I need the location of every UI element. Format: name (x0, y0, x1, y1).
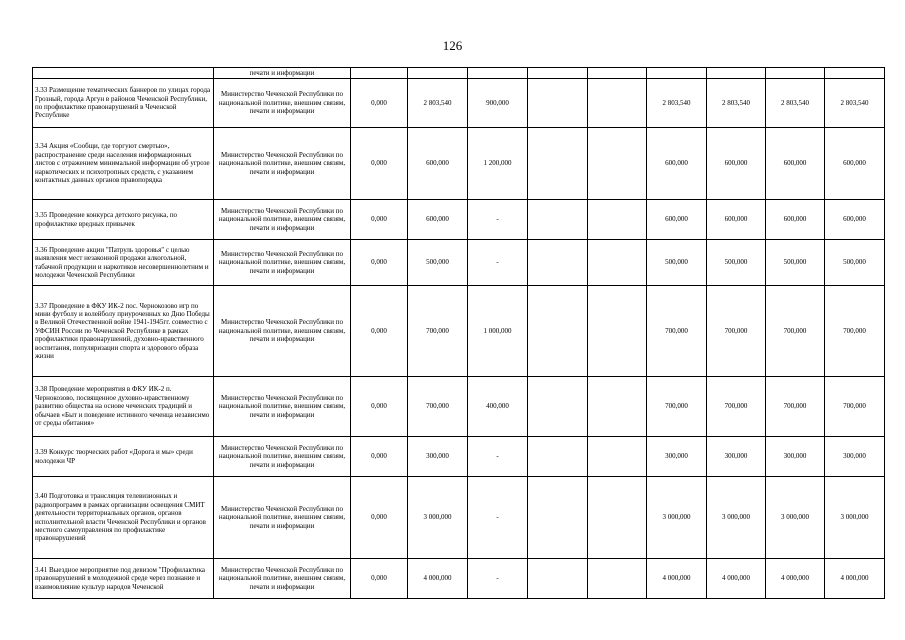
cell-value: 3 000,000 (408, 477, 468, 559)
cell-value: 4 000,000 (408, 559, 468, 599)
cell-value: 2 803,540 (707, 79, 766, 128)
cell-executor: Министерство Чеченской Республики по национальной политике, внешним связям, печати и информации (214, 437, 351, 477)
cell-value: - (468, 477, 528, 559)
cell-value (588, 477, 647, 559)
cell-value: 600,000 (408, 128, 468, 200)
cell-value: 600,000 (825, 128, 885, 200)
cell-value: 4 000,000 (707, 559, 766, 599)
cell-name: 3.38 Проведение мероприятия в ФКУ ИК-2 п. Чернокозово, посвященное духовно-нравственному развитию общества на основе чеченских традиций и обычаев «Быт и поведение истинного чеченца независимо от среды обитания» (33, 377, 214, 437)
cell-value: 4 000,000 (766, 559, 825, 599)
cell-executor: Министерство Чеченской Республики по национальной политике, внешним связям, печати и информации (214, 79, 351, 128)
cell-value: 700,000 (766, 377, 825, 437)
cell-value: 2 803,540 (825, 79, 885, 128)
cell-value: 600,000 (766, 128, 825, 200)
cell-value (528, 477, 588, 559)
cell-value (588, 68, 647, 79)
cell-executor: Министерство Чеченской Республики по национальной политике, внешним связям, печати и информации (214, 477, 351, 559)
cell-value: 700,000 (408, 286, 468, 377)
table-row (33, 559, 885, 599)
cell-value: 0,000 (351, 286, 408, 377)
cell-value: 0,000 (351, 559, 408, 599)
table-row (33, 286, 885, 377)
cell-value: 500,000 (707, 240, 766, 286)
cell-value (528, 377, 588, 437)
cell-value: 500,000 (766, 240, 825, 286)
cell-executor: Министерство Чеченской Республики по национальной политике, внешним связям, печати и информации (214, 286, 351, 377)
cell-value: 1 200,000 (468, 128, 528, 200)
cell-value: 0,000 (351, 437, 408, 477)
cell-value: 0,000 (351, 377, 408, 437)
table-row (33, 240, 885, 286)
cell-value: - (468, 559, 528, 599)
cell-value: 4 000,000 (647, 559, 707, 599)
cell-name: 3.35 Проведение конкурса детского рисунка, по профилактике вредных привычек (33, 200, 214, 240)
cell-value (528, 286, 588, 377)
cell-executor: Министерство Чеченской Республики по национальной политике, внешним связям, печати и информации (214, 128, 351, 200)
cell-value (588, 437, 647, 477)
table-row (33, 437, 885, 477)
cell-value (528, 128, 588, 200)
cell-value: 300,000 (707, 437, 766, 477)
cell-value (528, 200, 588, 240)
cell-name: 3.37 Проведение в ФКУ ИК-2 пос. Чернокозово игр по мини футболу и волейболу приуроченных ко Дню Победы в Великой Отечественной войне 1941-1945гг. совместно с УФСИН России по Чеченской Республике в рамках профилактики правонарушений, духовно-нравственного воспитания, популяризации спорта и здорового образа жизни (33, 286, 214, 377)
cell-value (528, 240, 588, 286)
cell-value: 0,000 (351, 477, 408, 559)
cell-value: 4 000,000 (825, 559, 885, 599)
cell-value: 2 803,540 (647, 79, 707, 128)
cell-value: 3 000,000 (766, 477, 825, 559)
page-number: 126 (442, 38, 463, 53)
cell-executor: печати и информации (214, 68, 351, 79)
cell-value: 700,000 (647, 377, 707, 437)
cell-value: 500,000 (647, 240, 707, 286)
cell-value: 700,000 (707, 286, 766, 377)
table-row (33, 377, 885, 437)
cell-name: 3.36 Проведение акции "Патруль здоровья" с целью выявления мест незаконной продажи алкогольной, табачной продукции и наркотиков несовершеннолетним и молодежи Чеченской Республики (33, 240, 214, 286)
cell-value: 1 000,000 (468, 286, 528, 377)
cell-value: 600,000 (647, 200, 707, 240)
table-body (33, 68, 885, 599)
cell-value: - (468, 437, 528, 477)
cell-executor: Министерство Чеченской Республики по национальной политике, внешним связям, печати и информации (214, 559, 351, 599)
cell-value: 3 000,000 (825, 477, 885, 559)
cell-value (351, 68, 408, 79)
cell-value: 2 803,540 (766, 79, 825, 128)
cell-value (528, 79, 588, 128)
cell-value: 3 000,000 (707, 477, 766, 559)
cell-value: 0,000 (351, 79, 408, 128)
cell-name: 3.34 Акция «Сообщи, где торгуют смертью», распространение среди населения информационных листов с отражением минимальной информации об угрозе наркотических и психотропных средств, с указанием контактных данных органов правопорядка (33, 128, 214, 200)
cell-name: 3.33 Размещение тематических баннеров по улицах города Грозный, города Аргун в районов Чеченской Республики, по профилактике правонарушений в Чеченской Республике (33, 79, 214, 128)
cell-executor: Министерство Чеченской Республики по национальной политике, внешним связям, печати и информации (214, 200, 351, 240)
cell-value (528, 68, 588, 79)
cell-value (647, 68, 707, 79)
cell-value (408, 68, 468, 79)
cell-value: 500,000 (825, 240, 885, 286)
table-row (33, 477, 885, 559)
cell-value: 700,000 (647, 286, 707, 377)
cell-value: 600,000 (707, 128, 766, 200)
cell-value: 600,000 (766, 200, 825, 240)
cell-value (766, 68, 825, 79)
cell-value: 2 803,540 (408, 79, 468, 128)
cell-name: 3.40 Подготовка и трансляция телевизионных и радиопрограмм в рамках организации освещения СМИТ деятельности территориальных органов, органов исполнительной власти Чеченской Республики и органов местного самоуправления по профилактике правонарушений (33, 477, 214, 559)
cell-value: 300,000 (766, 437, 825, 477)
cell-value: 600,000 (408, 200, 468, 240)
cell-value: 300,000 (647, 437, 707, 477)
program-table (32, 67, 885, 599)
cell-value (468, 68, 528, 79)
cell-value: 600,000 (647, 128, 707, 200)
table-row (33, 79, 885, 128)
cell-value: 0,000 (351, 200, 408, 240)
cell-value (528, 559, 588, 599)
table-row (33, 128, 885, 200)
cell-value (528, 437, 588, 477)
cell-value: 0,000 (351, 240, 408, 286)
cell-value: 300,000 (408, 437, 468, 477)
cell-value (588, 200, 647, 240)
cell-value: 600,000 (707, 200, 766, 240)
cell-name: 3.41 Выездное мероприятие под девизом "Профилактика правонарушений в молодежной среде через познание и взаимовлияние культур народов Чеченской (33, 559, 214, 599)
cell-value (588, 286, 647, 377)
cell-name (33, 68, 214, 79)
cell-value: 0,000 (351, 128, 408, 200)
cell-value (707, 68, 766, 79)
cell-value: 700,000 (825, 286, 885, 377)
cell-value (588, 79, 647, 128)
cell-value: 700,000 (707, 377, 766, 437)
cell-value: - (468, 200, 528, 240)
cell-value (825, 68, 885, 79)
cell-value: 600,000 (825, 200, 885, 240)
cell-value: 300,000 (825, 437, 885, 477)
table-row-continuation (33, 68, 885, 79)
cell-value (588, 377, 647, 437)
cell-executor: Министерство Чеченской Республики по национальной политике, внешним связям, печати и информации (214, 377, 351, 437)
cell-value: 400,000 (468, 377, 528, 437)
table-row (33, 200, 885, 240)
cell-value: 700,000 (825, 377, 885, 437)
cell-value (588, 559, 647, 599)
cell-value (588, 128, 647, 200)
cell-value: 900,000 (468, 79, 528, 128)
cell-value: 500,000 (408, 240, 468, 286)
cell-value (588, 240, 647, 286)
cell-value: 3 000,000 (647, 477, 707, 559)
cell-executor: Министерство Чеченской Республики по национальной политике, внешним связям, печати и информации (214, 240, 351, 286)
cell-value: 700,000 (408, 377, 468, 437)
cell-value: 700,000 (766, 286, 825, 377)
cell-value: - (468, 240, 528, 286)
cell-name: 3.39 Конкурс творческих работ «Дорога и мы» среди молодежи ЧР (33, 437, 214, 477)
